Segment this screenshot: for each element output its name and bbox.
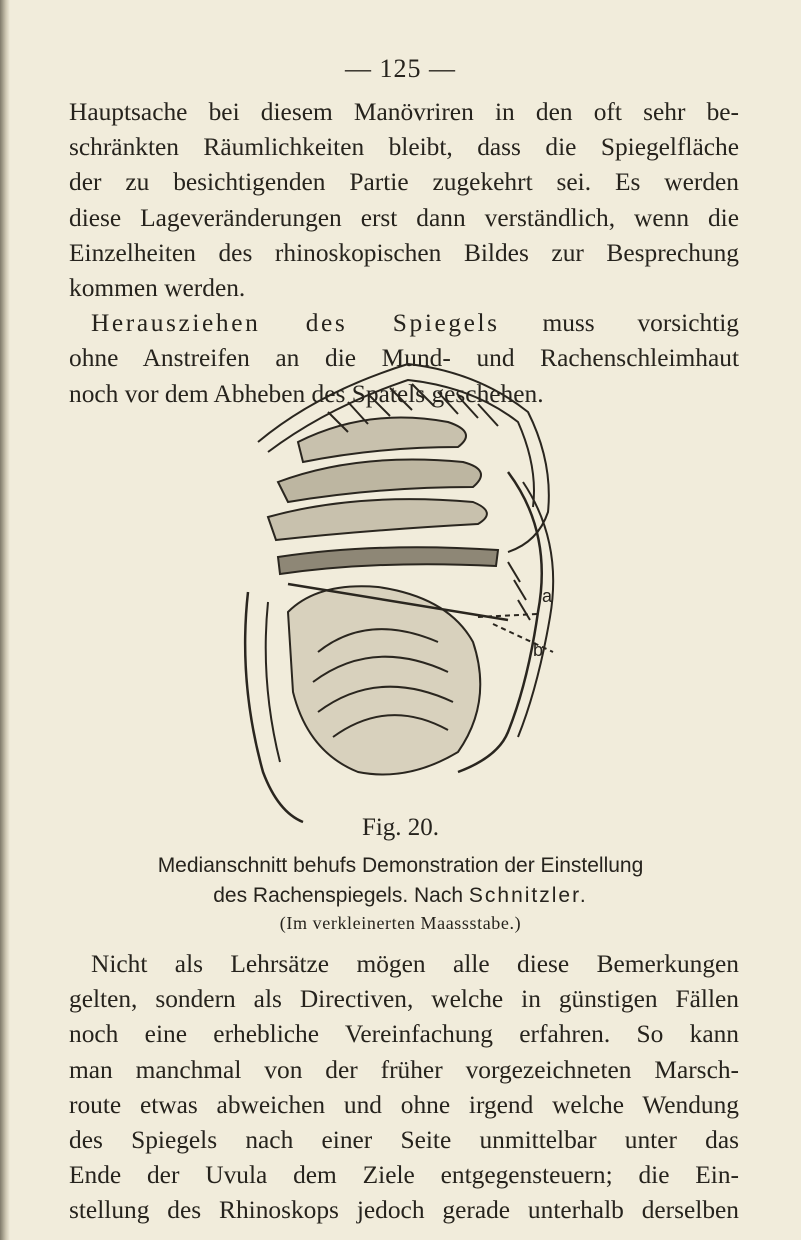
text-line: kommen werden. (69, 274, 246, 303)
text-line: Einzelheiten des rhinoskopischen Bildes zur Besprechung (69, 238, 739, 267)
emphasis-spaced: Herausziehen des Spiegels (91, 309, 500, 338)
paragraph-2 (69, 947, 739, 1229)
text-line: des Spiegels nach einer Seite unmittelbar unter das (69, 1126, 739, 1155)
page-number: — 125 — (345, 54, 456, 83)
text-line: route etwas abweichen und ohne irgend welche Wendung (69, 1090, 739, 1119)
text-line: schränkten Räumlichkeiten bleibt, dass die Spiegelfläche (69, 133, 739, 162)
text-line: Hauptsache bei diesem Manövriren in den oft sehr be- (69, 98, 739, 126)
text-line: gelten, sondern als Directiven, welche in günstigen Fällen (69, 985, 739, 1014)
median-section-illustration (208, 352, 578, 827)
text-line: stellung des Rhinoskops jedoch gerade unterhalb derselben (69, 1196, 739, 1225)
text-fragment: muss vorsichtig (499, 309, 740, 338)
figure-median-section (208, 352, 578, 827)
text-line: noch vor dem Abheben des Spatels geschehen. (69, 379, 544, 408)
text-line: man manchmal von der früher vorgezeichneten Marsch- (69, 1055, 739, 1084)
text-line (69, 306, 739, 341)
text-line: Nicht als Lehrsätze mögen alle diese Bemerkungen (91, 950, 739, 978)
page-edge-shadow (0, 0, 10, 1240)
figure-number: Fig. 20. (361, 814, 440, 841)
figure-caption-line-3: (Im verkleinerten Maassstabe.) (279, 913, 522, 933)
figure-caption-line-1: Medianschnitt behufs Demonstration der Einstellung (157, 854, 644, 877)
label-a: a (542, 586, 553, 606)
text-line: noch eine erhebliche Vereinfachung erfahren. So kann (69, 1020, 739, 1049)
text-line: ohne Anstreifen an die Mund- und Rachenschleimhaut (69, 344, 739, 373)
text-line: der zu besichtigenden Partie zugekehrt sei. Es werden (69, 168, 739, 197)
caption-author: Schnitzler. (468, 884, 588, 907)
figure-caption-line-2 (0, 881, 801, 911)
caption-text: des Rachenspiegels. Nach (213, 884, 464, 907)
text-line: diese Lageveränderungen erst dann verständlich, wenn die (69, 203, 739, 232)
text-line: Ende der Uvula dem Ziele entgegensteuern; die Ein- (69, 1161, 739, 1190)
label-b: b (533, 640, 544, 660)
